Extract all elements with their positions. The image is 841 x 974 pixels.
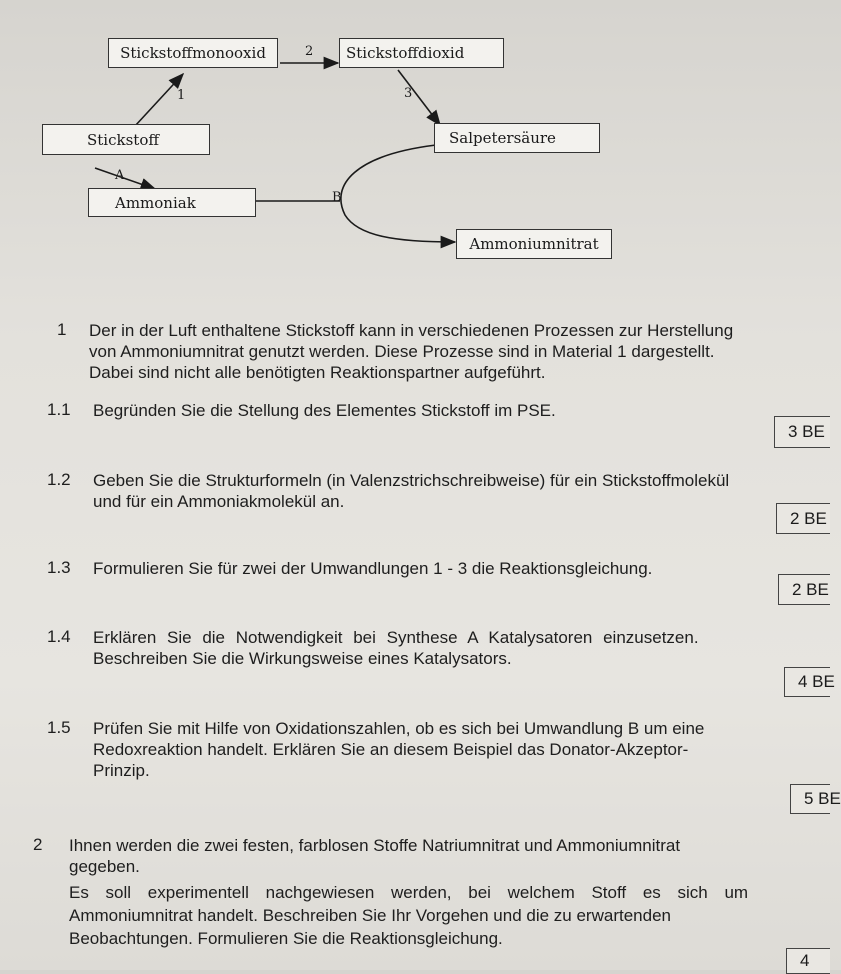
subtask-text: Beschreiben Sie die Wirkungsweise eines Katalysators.: [93, 649, 512, 668]
points-box: 4: [786, 948, 830, 974]
subtask-number: 1.3: [47, 558, 71, 577]
points-box: 2 BE: [778, 574, 830, 605]
arrow-b-curve: [341, 145, 455, 242]
subtask-text: Geben Sie die Strukturformeln (in Valenzstrichschreibweise) für ein Stickstoffmolekül: [93, 471, 730, 490]
task-2-line-1: Ihnen werden die zwei festen, farblosen Stoffe Natriumnitrat und Ammoniumnitrat: [69, 836, 681, 855]
task-2-line-2: gegeben.: [69, 857, 140, 876]
subtask-text: Begründen Sie die Stellung des Elementes Stickstoff im PSE.: [93, 401, 556, 420]
node-stickstoffdioxid: Stickstoffdioxid: [339, 38, 504, 68]
subtask-text: Prinzip.: [93, 761, 150, 780]
task-1-line-1: Der in der Luft enthaltene Stickstoff kann in verschiedenen Prozessen zur Herstellung: [89, 321, 734, 340]
label-arrow-a: A: [115, 168, 125, 183]
subtask-text: Erklären Sie die Notwendigkeit bei Synthese A Katalysatoren einzusetzen.: [93, 628, 699, 647]
subtask-number: 1.1: [47, 400, 71, 419]
points-box: 4 BE: [784, 667, 830, 697]
label-arrow-2: 2: [305, 44, 314, 59]
arrow-a: [95, 168, 155, 189]
subtask-number: 1.2: [47, 470, 71, 489]
subtask-text: und für ein Ammoniakmolekül an.: [93, 492, 345, 511]
subtask-number: 1.4: [47, 627, 71, 646]
subtask-text: Prüfen Sie mit Hilfe von Oxidationszahlen, ob es sich bei Umwandlung B um eine: [93, 719, 705, 738]
points-box: 2 BE: [776, 503, 830, 534]
task-1-line-2: von Ammoniumnitrat genutzt werden. Diese Prozesse sind in Material 1 dargestellt.: [89, 342, 715, 361]
task-number: 1: [57, 320, 67, 339]
task-2-line-5: Beobachtungen. Formulieren Sie die Reaktionsgleichung.: [69, 929, 503, 948]
label-arrow-1: 1: [177, 88, 186, 103]
subtask-number: 1.5: [47, 718, 71, 737]
subtask-text: Redoxreaktion handelt. Erklären Sie an diesem Beispiel das Donator-Akzeptor-: [93, 740, 689, 759]
label-arrow-3: 3: [404, 86, 413, 101]
node-stickstoff: Stickstoff: [42, 124, 210, 155]
reaction-diagram: [0, 0, 826, 290]
node-salpetersaeure: Salpetersäure: [434, 123, 600, 153]
points-box: 3 BE: [774, 416, 830, 448]
arrow-1: [135, 74, 186, 126]
node-stickstoffmonooxid: Stickstoffmonooxid: [108, 38, 278, 68]
task-2-line-4: Ammoniumnitrat handelt. Beschreiben Sie Ihr Vorgehen und die zu erwartenden: [69, 906, 671, 925]
task-number: 2: [33, 835, 43, 854]
task-2-line-3: Es soll experimentell nachgewiesen werden, bei welchem Stoff es sich um: [69, 883, 749, 902]
points-box: 5 BE: [790, 784, 830, 814]
task-1-line-3: Dabei sind nicht alle benötigten Reaktionspartner aufgeführt.: [89, 363, 546, 382]
subtask-text: Formulieren Sie für zwei der Umwandlungen 1 - 3 die Reaktionsgleichung.: [93, 559, 653, 578]
label-arrow-b: B: [332, 190, 342, 205]
node-ammoniumnitrat: Ammoniumnitrat: [456, 229, 612, 259]
node-ammoniak: Ammoniak: [88, 188, 256, 217]
